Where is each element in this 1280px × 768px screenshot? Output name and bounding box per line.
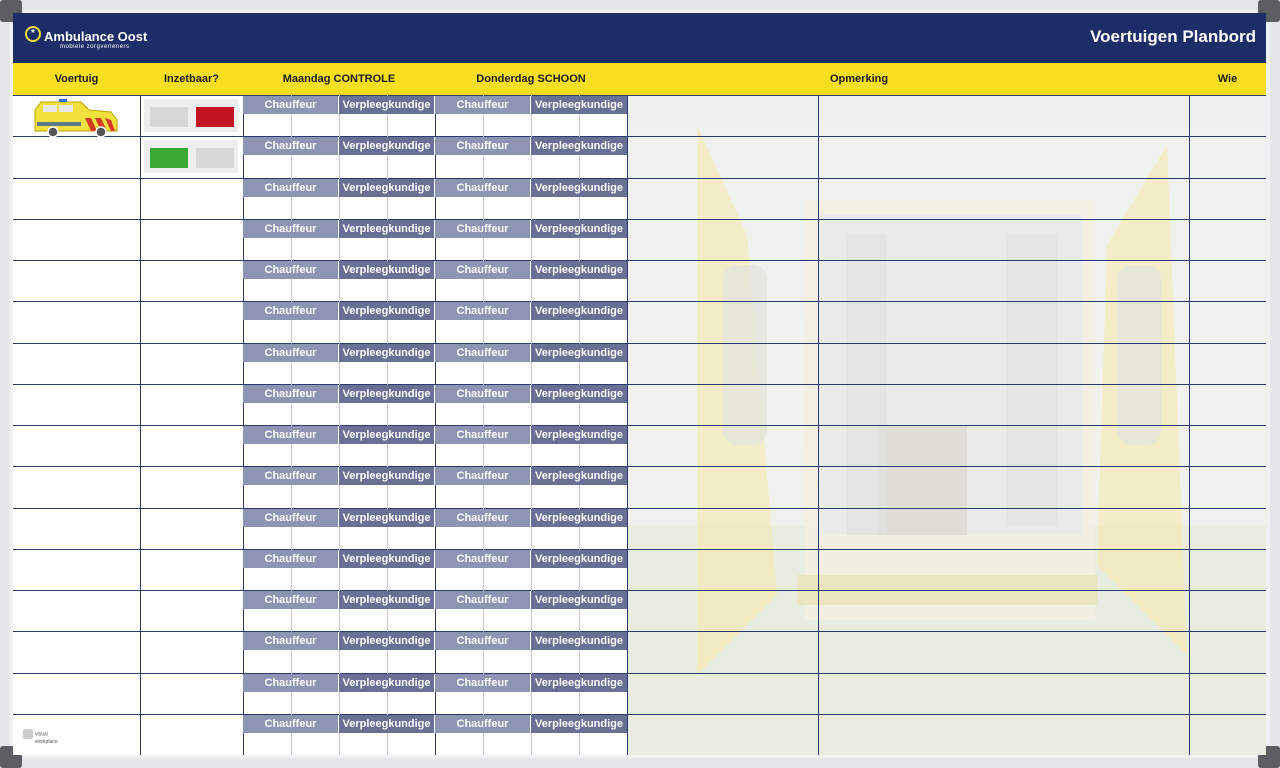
inzetbaar-cell[interactable] (140, 385, 243, 424)
wie-cell[interactable] (1189, 467, 1266, 506)
maandag-chauffeur-tag[interactable]: Chauffeur (243, 344, 338, 362)
opmerking-cell[interactable] (627, 467, 1189, 506)
wie-cell[interactable] (1189, 385, 1266, 424)
donderdag-verpleegkundige-tag[interactable]: Verpleegkundige (531, 344, 627, 362)
wie-cell[interactable] (1189, 220, 1266, 259)
board-title: Voertuigen Planbord (1090, 27, 1256, 46)
vehicle-cell[interactable] (13, 426, 140, 465)
vehicle-cell[interactable] (13, 302, 140, 341)
opmerking-cell[interactable] (627, 509, 1189, 548)
maandag-verpleegkundige-tag[interactable]: Verpleegkundige (339, 715, 434, 733)
wie-cell[interactable] (1189, 674, 1266, 713)
maandag-verpleegkundige-tag[interactable]: Verpleegkundige (339, 137, 434, 155)
donderdag-chauffeur-tag[interactable]: Chauffeur (435, 302, 530, 320)
maandag-chauffeur-tag[interactable]: Chauffeur (243, 302, 338, 320)
star-logo-icon: * (25, 26, 41, 42)
visual-workplace-logo-icon (23, 729, 33, 739)
maandag-verpleegkundige-tag[interactable]: Verpleegkundige (339, 591, 434, 609)
inzetbaar-cell[interactable] (140, 179, 243, 218)
opmerking-cell[interactable] (627, 220, 1189, 259)
vehicle-cell[interactable] (13, 385, 140, 424)
maandag-chauffeur-tag[interactable]: Chauffeur (243, 220, 338, 238)
opmerking-cell[interactable] (627, 302, 1189, 341)
donderdag-chauffeur-tag[interactable]: Chauffeur (435, 220, 530, 238)
donderdag-verpleegkundige-tag[interactable]: Verpleegkundige (531, 509, 627, 527)
maandag-verpleegkundige-tag[interactable]: Verpleegkundige (339, 674, 434, 692)
inzetbaar-cell[interactable] (140, 632, 243, 671)
status-magnet-right[interactable] (196, 107, 234, 127)
wie-cell[interactable] (1189, 591, 1266, 630)
inzetbaar-cell[interactable] (140, 715, 243, 754)
column-header-wie: Wie (1217, 73, 1238, 85)
status-magnet-holder[interactable] (144, 140, 238, 173)
vehicle-cell[interactable] (13, 467, 140, 506)
donderdag-chauffeur-tag[interactable]: Chauffeur (435, 426, 530, 444)
maandag-chauffeur-tag[interactable]: Chauffeur (243, 426, 338, 444)
donderdag-chauffeur-tag[interactable]: Chauffeur (435, 467, 530, 485)
maandag-verpleegkundige-tag[interactable]: Verpleegkundige (339, 467, 434, 485)
donderdag-verpleegkundige-tag[interactable]: Verpleegkundige (531, 550, 627, 568)
vehicle-cell[interactable] (13, 550, 140, 589)
inzetbaar-cell[interactable] (140, 344, 243, 383)
opmerking-cell[interactable] (627, 591, 1189, 630)
maandag-chauffeur-tag[interactable]: Chauffeur (243, 715, 338, 733)
wie-cell[interactable] (1189, 96, 1266, 135)
maandag-verpleegkundige-tag[interactable]: Verpleegkundige (339, 302, 434, 320)
donderdag-verpleegkundige-tag[interactable]: Verpleegkundige (531, 179, 627, 197)
inzetbaar-cell[interactable] (140, 550, 243, 589)
donderdag-verpleegkundige-tag[interactable]: Verpleegkundige (531, 715, 627, 733)
donderdag-chauffeur-tag[interactable]: Chauffeur (435, 179, 530, 197)
maandag-verpleegkundige-tag[interactable]: Verpleegkundige (339, 179, 434, 197)
maandag-chauffeur-tag[interactable]: Chauffeur (243, 632, 338, 650)
donderdag-chauffeur-tag[interactable]: Chauffeur (435, 632, 530, 650)
opmerking-cell[interactable] (627, 137, 1189, 176)
opmerking-cell[interactable] (627, 715, 1189, 754)
maandag-verpleegkundige-tag[interactable]: Verpleegkundige (339, 550, 434, 568)
status-magnet-right[interactable] (196, 148, 234, 168)
vehicle-cell[interactable] (13, 591, 140, 630)
opmerking-cell[interactable] (627, 385, 1189, 424)
vehicle-cell[interactable] (13, 632, 140, 671)
opmerking-cell[interactable] (627, 632, 1189, 671)
donderdag-verpleegkundige-tag[interactable]: Verpleegkundige (531, 385, 627, 403)
donderdag-verpleegkundige-tag[interactable]: Verpleegkundige (531, 591, 627, 609)
maandag-chauffeur-tag[interactable]: Chauffeur (243, 385, 338, 403)
donderdag-chauffeur-tag[interactable]: Chauffeur (435, 715, 530, 733)
vehicle-cell[interactable] (13, 344, 140, 383)
maandag-verpleegkundige-tag[interactable]: Verpleegkundige (339, 385, 434, 403)
footer-logo-text2: workplace (35, 739, 58, 745)
ambulance-icon (31, 98, 121, 140)
vehicle-cell[interactable] (13, 509, 140, 548)
maandag-verpleegkundige-tag[interactable]: Verpleegkundige (339, 426, 434, 444)
vehicle-cell[interactable] (13, 674, 140, 713)
donderdag-verpleegkundige-tag[interactable]: Verpleegkundige (531, 632, 627, 650)
inzetbaar-cell[interactable] (140, 591, 243, 630)
wie-cell[interactable] (1189, 179, 1266, 218)
column-header-inzetbaar: Inzetbaar? (163, 73, 219, 85)
maandag-chauffeur-tag[interactable]: Chauffeur (243, 591, 338, 609)
vehicle-cell[interactable] (13, 179, 140, 218)
maandag-verpleegkundige-tag[interactable]: Verpleegkundige (339, 261, 434, 279)
maandag-verpleegkundige-tag[interactable]: Verpleegkundige (339, 220, 434, 238)
maandag-chauffeur-tag[interactable]: Chauffeur (243, 550, 338, 568)
maandag-chauffeur-tag[interactable]: Chauffeur (243, 137, 338, 155)
wie-cell[interactable] (1189, 632, 1266, 671)
opmerking-cell[interactable] (627, 261, 1189, 300)
maandag-verpleegkundige-tag[interactable]: Verpleegkundige (339, 344, 434, 362)
donderdag-verpleegkundige-tag[interactable]: Verpleegkundige (531, 137, 627, 155)
opmerking-cell[interactable] (627, 179, 1189, 218)
wie-cell[interactable] (1189, 426, 1266, 465)
opmerking-cell[interactable] (627, 674, 1189, 713)
visual-workplace-logo (23, 729, 58, 745)
donderdag-verpleegkundige-tag[interactable]: Verpleegkundige (531, 261, 627, 279)
wie-cell[interactable] (1189, 302, 1266, 341)
donderdag-chauffeur-tag[interactable]: Chauffeur (435, 385, 530, 403)
status-magnet-holder[interactable] (144, 99, 238, 132)
donderdag-verpleegkundige-tag[interactable]: Verpleegkundige (531, 96, 627, 114)
maandag-chauffeur-tag[interactable]: Chauffeur (243, 179, 338, 197)
maandag-chauffeur-tag[interactable]: Chauffeur (243, 96, 338, 114)
donderdag-chauffeur-tag[interactable]: Chauffeur (435, 509, 530, 527)
inzetbaar-cell[interactable] (140, 302, 243, 341)
maandag-chauffeur-tag[interactable]: Chauffeur (243, 467, 338, 485)
inzetbaar-cell[interactable] (140, 426, 243, 465)
wie-cell[interactable] (1189, 261, 1266, 300)
donderdag-verpleegkundige-tag[interactable]: Verpleegkundige (531, 220, 627, 238)
opmerking-cell[interactable] (627, 550, 1189, 589)
column-header-maandag: Maandag CONTROLE (282, 73, 396, 85)
maandag-verpleegkundige-tag[interactable]: Verpleegkundige (339, 96, 434, 114)
donderdag-chauffeur-tag[interactable]: Chauffeur (435, 96, 530, 114)
wie-cell[interactable] (1189, 509, 1266, 548)
donderdag-chauffeur-tag[interactable]: Chauffeur (435, 261, 530, 279)
donderdag-verpleegkundige-tag[interactable]: Verpleegkundige (531, 674, 627, 692)
wie-cell[interactable] (1189, 137, 1266, 176)
donderdag-chauffeur-tag[interactable]: Chauffeur (435, 674, 530, 692)
inzetbaar-cell[interactable] (140, 509, 243, 548)
brand-tagline: mobiele zorgverleners (60, 44, 130, 50)
vehicle-cell[interactable] (13, 261, 140, 300)
wie-cell[interactable] (1189, 715, 1266, 754)
brand-name: Ambulance Oost (44, 29, 148, 44)
status-magnet-left[interactable] (150, 107, 188, 127)
inzetbaar-cell[interactable] (140, 674, 243, 713)
vehicle-cell-1[interactable] (31, 98, 121, 145)
inzetbaar-cell[interactable] (140, 261, 243, 300)
status-magnet-left[interactable] (150, 148, 188, 168)
donderdag-chauffeur-tag[interactable]: Chauffeur (435, 137, 530, 155)
donderdag-chauffeur-tag[interactable]: Chauffeur (435, 591, 530, 609)
wie-cell[interactable] (1189, 344, 1266, 383)
opmerking-cell[interactable] (627, 426, 1189, 465)
footer-logo-text1: visual (35, 731, 48, 738)
maandag-verpleegkundige-tag[interactable]: Verpleegkundige (339, 632, 434, 650)
vehicle-cell[interactable] (13, 220, 140, 259)
column-header-voertuig: Voertuig (54, 73, 99, 85)
opmerking-cell[interactable] (627, 96, 1189, 135)
maandag-chauffeur-tag[interactable]: Chauffeur (243, 261, 338, 279)
donderdag-chauffeur-tag[interactable]: Chauffeur (435, 344, 530, 362)
maandag-chauffeur-tag[interactable]: Chauffeur (243, 674, 338, 692)
donderdag-chauffeur-tag[interactable]: Chauffeur (435, 550, 530, 568)
column-header-opmerking: Opmerking (830, 73, 889, 85)
inzetbaar-cell[interactable] (140, 467, 243, 506)
opmerking-cell[interactable] (627, 344, 1189, 383)
maandag-verpleegkundige-tag[interactable]: Verpleegkundige (339, 509, 434, 527)
donderdag-verpleegkundige-tag[interactable]: Verpleegkundige (531, 467, 627, 485)
column-header-donderdag: Donderdag SCHOON (476, 73, 586, 85)
wie-cell[interactable] (1189, 550, 1266, 589)
donderdag-verpleegkundige-tag[interactable]: Verpleegkundige (531, 302, 627, 320)
maandag-chauffeur-tag[interactable]: Chauffeur (243, 509, 338, 527)
inzetbaar-cell[interactable] (140, 220, 243, 259)
donderdag-verpleegkundige-tag[interactable]: Verpleegkundige (531, 426, 627, 444)
planning-board (13, 13, 1266, 755)
